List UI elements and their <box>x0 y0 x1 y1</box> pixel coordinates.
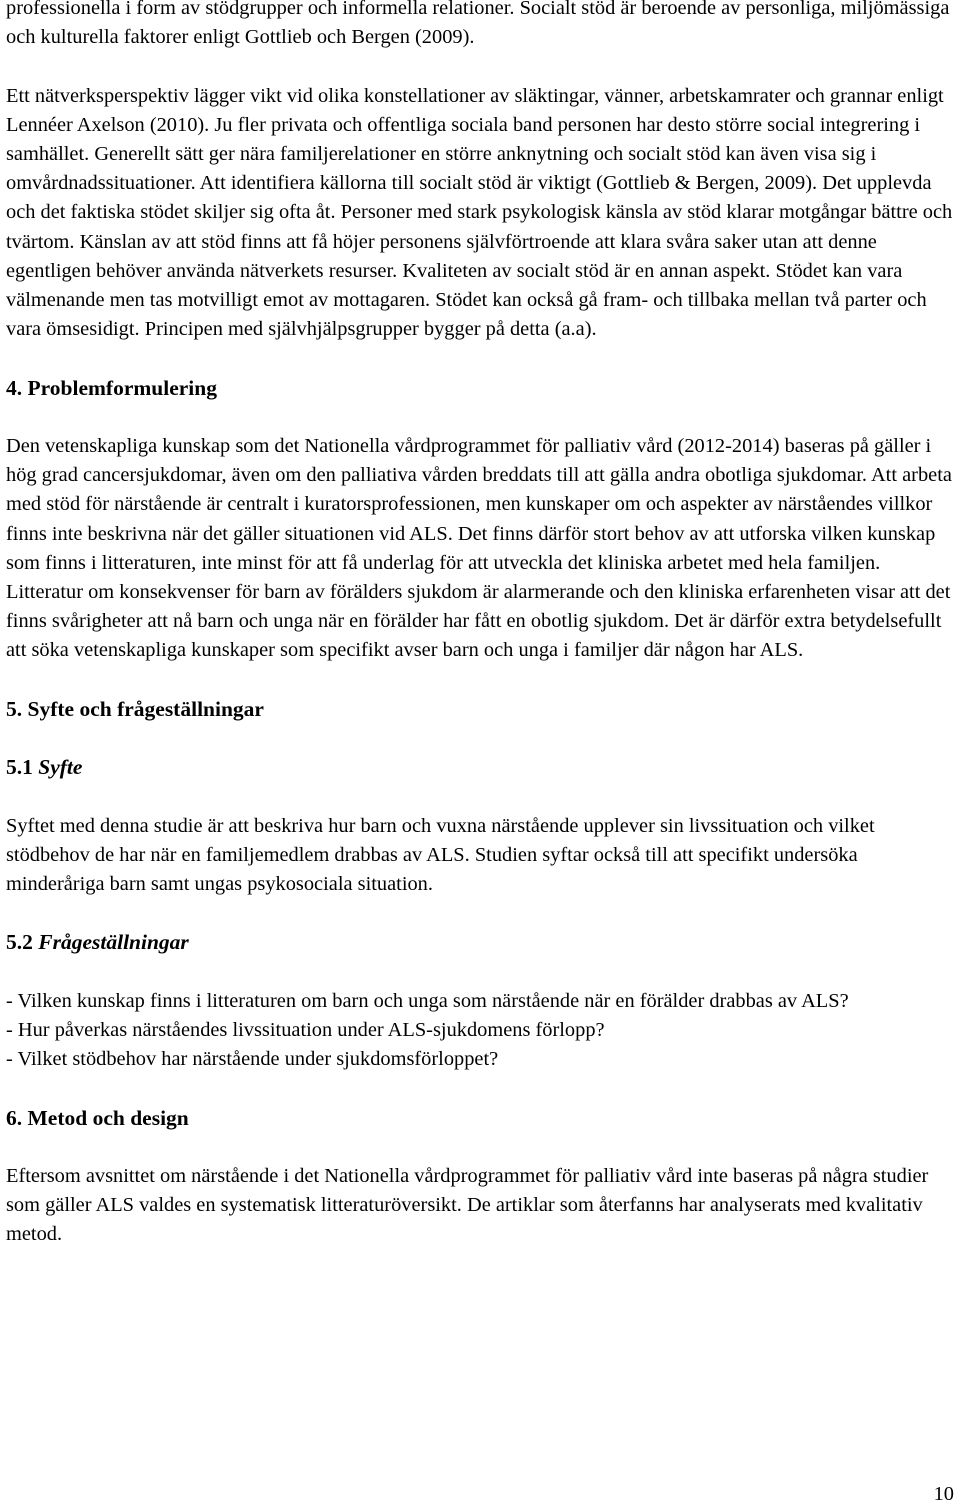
section-title: Problemformulering <box>27 375 217 400</box>
paragraph-spacer <box>6 1074 954 1103</box>
paragraph-spacer <box>6 1133 954 1162</box>
section-heading-syfte-och-fragestallningar <box>6 695 954 724</box>
paragraph-network-perspective: Ett nätverksperspektiv lägger vikt vid olika konstellationer av släktingar, vänner, arbetskamrater och grannar enligt Lennéer Axelson (2010). Ju fler privata och offentliga sociala band personen har desto större social integrering i samhället. Generellt sätt ger nära familjerelationer en större anknytning och socialt stöd kan även visa sig i omvårdnadssituationer. Att identifiera källorna till socialt stöd är viktigt (Gottlieb & Bergen, 2009). Det upplevda och det faktiska stödet skiljer sig ofta åt. Personer med stark psykologisk känsla av stöd klarar motgångar bättre och tvärtom. Känslan av att stöd finns att få höjer personens självförtroende att klara svåra saker utan att denne egentligen behöver använda nätverkets resurser. Kvaliteten av socialt stöd är en annan aspekt. Stödet kan vara välmenande men tas motvilligt emot av mottagaren. Stödet kan också gå fram- och tillbaka mellan två parter och vara ömsesidigt. Principen med självhjälpsgrupper bygger på detta (a.a). <box>6 84 953 341</box>
paragraph-spacer <box>6 899 954 928</box>
subsection-title: Syfte <box>38 755 83 780</box>
paragraph-social-support-end: professionella i form av stödgrupper och informella relationer. Socialt stöd är beroende av personliga, miljömässiga och kulturella faktorer enligt Gottlieb och Bergen (2009). <box>6 0 950 49</box>
section-heading-problemformulering <box>6 374 954 403</box>
paragraph-method: Eftersom avsnittet om närstående i det Nationella vårdprogrammet för palliativ vård inte baseras på några studier som gäller ALS valdes en systematisk litteraturöversikt. De artiklar som återfanns har analyserats med kvalitativ metod. <box>6 1164 929 1246</box>
document-page <box>6 0 954 1250</box>
section-number: 4. <box>6 375 23 400</box>
research-question-item: - Vilken kunskap finns i litteraturen om barn och unga som närstående när en förälder drabbas av ALS? <box>6 989 849 1012</box>
paragraph-spacer <box>6 666 954 695</box>
paragraph-spacer <box>6 958 954 987</box>
page-number: 10 <box>933 1483 954 1505</box>
section-number: 6. <box>6 1105 23 1130</box>
paragraph-spacer <box>6 782 954 811</box>
paragraph-spacer <box>6 52 954 81</box>
section-title: Metod och design <box>27 1105 189 1130</box>
paragraph-spacer <box>6 344 954 373</box>
paragraph-spacer <box>6 403 954 432</box>
research-question-item: - Hur påverkas närståendes livssituation under ALS-sjukdomens förlopp? <box>6 1018 605 1041</box>
paragraph-spacer <box>6 724 954 753</box>
subsection-heading-syfte <box>6 753 954 782</box>
section-number: 5. <box>6 696 23 721</box>
subsection-title: Frågeställningar <box>38 930 189 955</box>
section-heading-metod-och-design <box>6 1104 954 1133</box>
paragraph-aim: Syftet med denna studie är att beskriva hur barn och vuxna närstående upplever sin livssituation och vilket stödbehov de har när en familjemedlem drabbas av ALS. Studien syftar också till att specifikt undersöka minderåriga barn samt ungas psykosociala situation. <box>6 814 875 895</box>
subsection-number: 5.2 <box>6 930 33 955</box>
research-questions-list <box>6 987 954 1075</box>
paragraph-problem-statement: Den vetenskapliga kunskap som det Nationella vårdprogrammet för palliativ vård (2012-2014) baseras på gäller i hög grad cancersjukdomar, även om den palliativa vården breddats till att gälla andra obotliga sjukdomar. Att arbeta med stöd för närstående är centralt i kuratorsprofessionen, men kunskaper om och aspekter av närståendes villkor finns inte beskrivna när det gäller situationen vid ALS. Det finns därför stort behov av att utforska vilken kunskap som finns i litteraturen, inte minst för att få underlag för att utveckla det kliniska arbetet med hela familjen. Litteratur om konsekvenser för barn av förälders sjukdom är alarmerande och den kliniska erfarenheten visar att det finns svårigheter att nå barn och unga när en förälder har fått en obotlig sjukdom. Det är därför extra betydelsefullt att söka vetenskapliga kunskaper som specifikt avser barn och unga i familjer där någon har ALS. <box>6 435 952 662</box>
section-title: Syfte och frågeställningar <box>27 696 264 721</box>
subsection-heading-fragestallningar <box>6 928 954 957</box>
research-question-item: - Vilket stödbehov har närstående under sjukdomsförloppet? <box>6 1048 499 1071</box>
subsection-number: 5.1 <box>6 755 33 780</box>
